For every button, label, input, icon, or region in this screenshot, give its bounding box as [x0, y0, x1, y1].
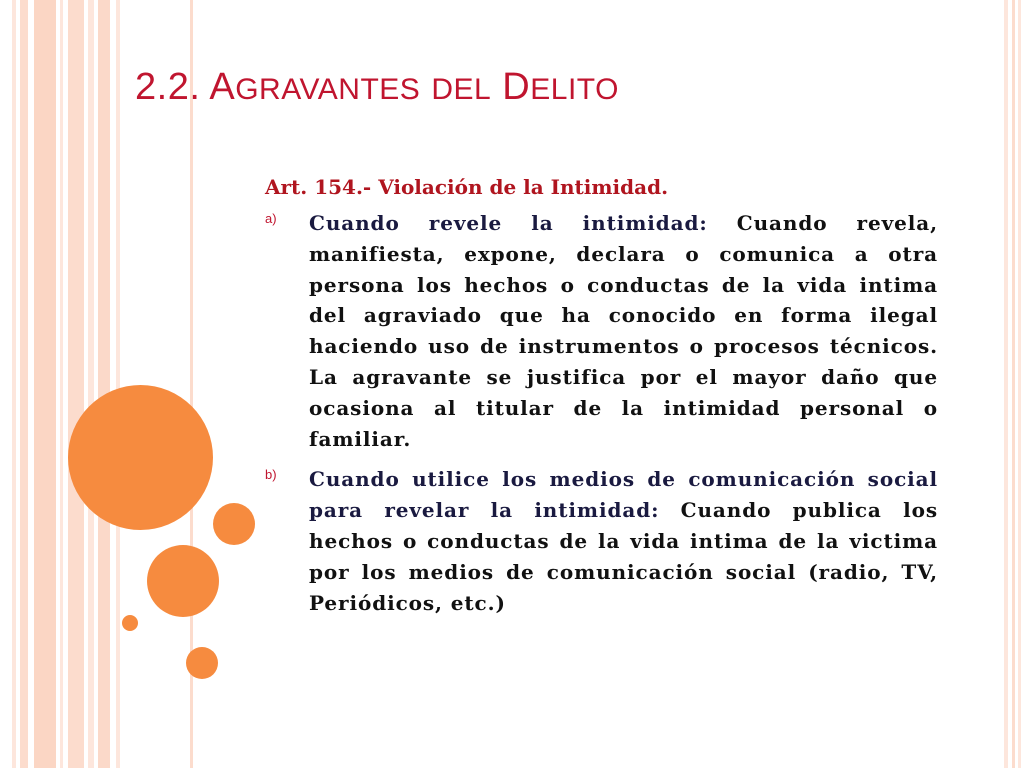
list-item-text	[309, 208, 938, 454]
background-stripe	[1004, 0, 1008, 768]
list-marker: a)	[265, 211, 277, 226]
item-lead: Cuando utilice los medios de comunicación social para revelar la intimidad:	[309, 467, 938, 523]
background-stripe	[1012, 0, 1015, 768]
list-item-text	[309, 464, 938, 618]
background-stripe	[1018, 0, 1021, 768]
item-body: Cuando revela, manifiesta, expone, declara o comunica a otra persona los hechos o conductas de la vida intima del agraviado que ha conocido en forma ilegal haciendo uso de instrumentos o procesos técnicos. La agravante se justifica por el mayor daño que ocasiona al titular de la intimidad personal o familiar.	[309, 211, 938, 451]
background-stripe	[34, 0, 56, 768]
decorative-circle	[122, 615, 138, 631]
decorative-circle	[186, 647, 218, 679]
title-number: 2.2.	[135, 66, 201, 108]
decorative-circle	[213, 503, 255, 545]
article-heading: Art. 154.- Violación de la Intimidad.	[265, 175, 669, 199]
background-stripe	[12, 0, 16, 768]
title-word: DEL	[431, 73, 492, 106]
slide-content	[265, 172, 938, 628]
title-word: AGRAVANTES	[209, 66, 421, 108]
decorative-circle	[147, 545, 219, 617]
list-marker: b)	[265, 467, 277, 483]
background-stripe	[60, 0, 63, 768]
slide-title	[135, 66, 619, 109]
item-body: Cuando publica los hechos o conductas de la vida intima de la victima por los medios de comunicación social (radio, TV, Periódicos, etc.)	[309, 498, 938, 615]
background-stripe	[98, 0, 110, 768]
title-word: DELITO	[502, 66, 619, 108]
item-lead: Cuando revele la intimidad:	[309, 211, 708, 235]
decorative-circle	[68, 385, 213, 530]
list-item	[265, 464, 938, 618]
background-stripe	[116, 0, 120, 768]
background-stripe	[68, 0, 84, 768]
list-item	[265, 208, 938, 454]
background-stripe	[20, 0, 28, 768]
background-stripe	[88, 0, 94, 768]
